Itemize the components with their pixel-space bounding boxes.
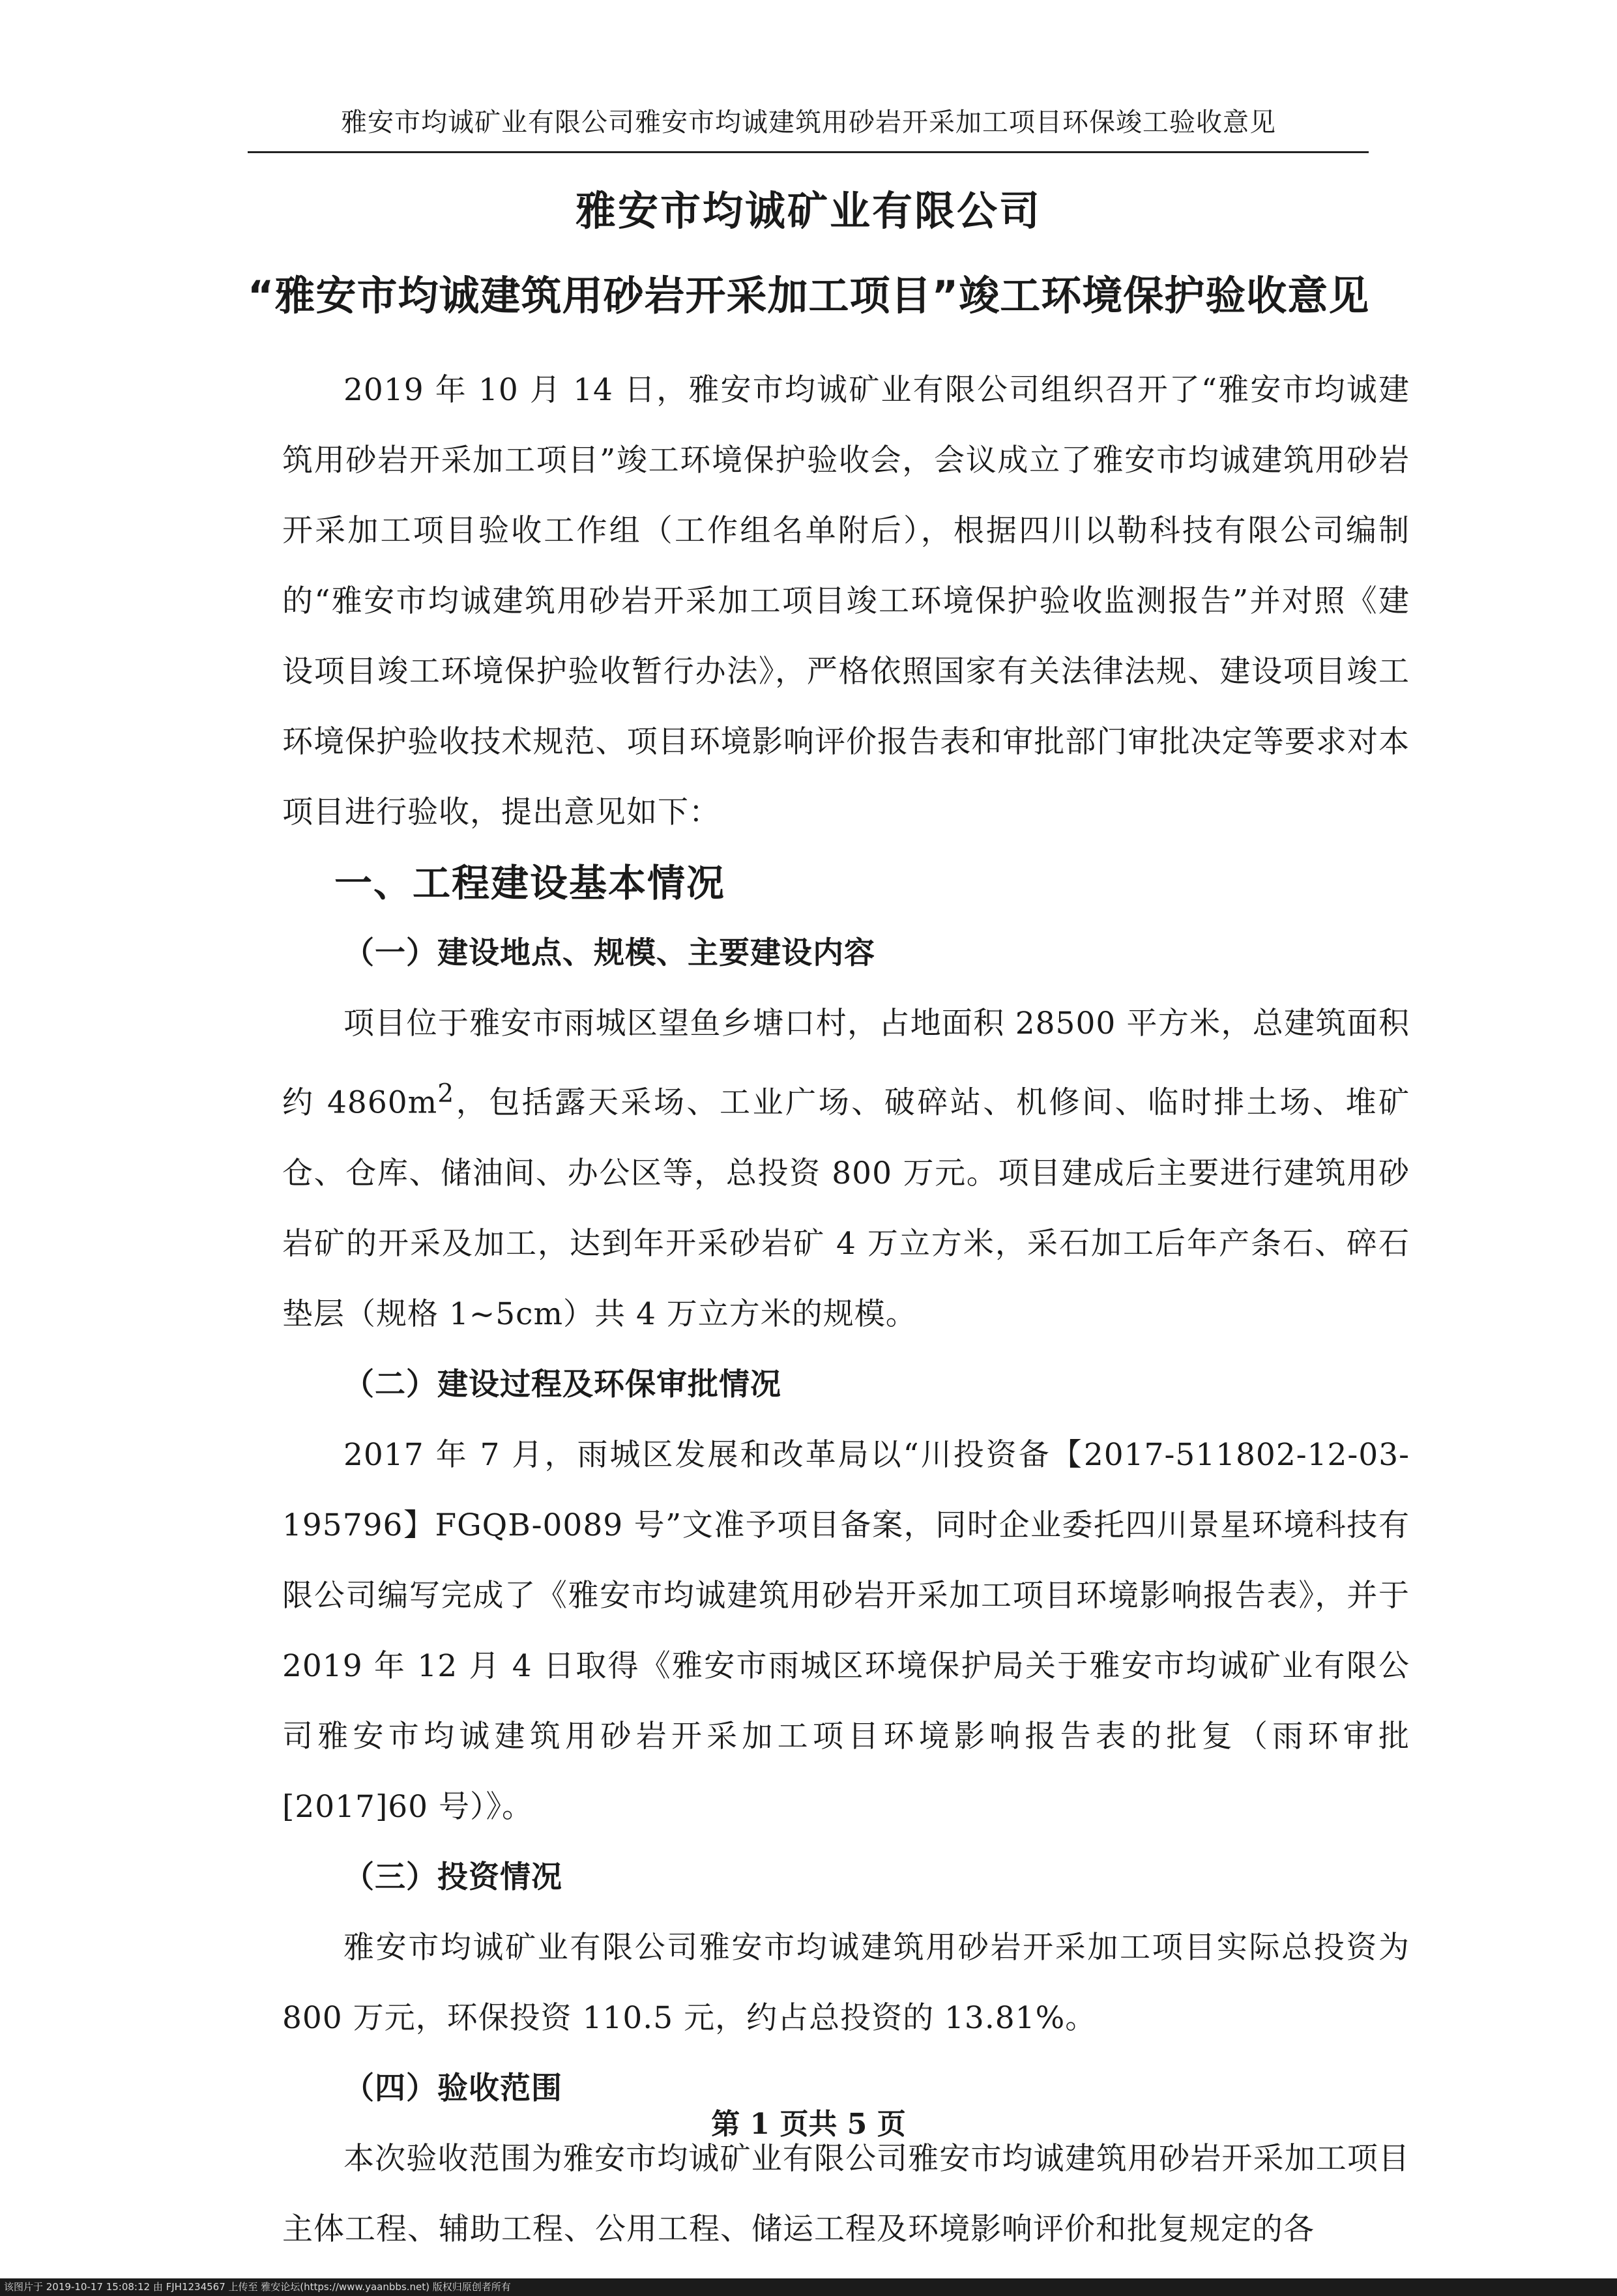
superscript-2: 2	[437, 1079, 455, 1109]
paragraph-text-b: ，包括露天采场、工业广场、破碎站、机修间、临时排土场、堆矿仓、仓库、储油间、办公区等，总投资 800 万元。项目建成后主要进行建筑用砂岩矿的开采及加工，达到年开采砂岩矿 4 万立方米，采石加工后年产条石、碎石垫层（规格 1~5cm）共 4 万立方米的规模。	[282, 1084, 1410, 1332]
subsection-paragraph-2: 2017 年 7 月，雨城区发展和改革局以“川投资备【2017-511802-12-03-195796】FGQB-0089 号”文准予项目备案，同时企业委托四川景星环境科技有限公司编写完成了《雅安市均诚建筑用砂岩开采加工项目环境影响报告表》，并于 2019 年 12 月 4 日取得《雅安市雨城区环境保护局关于雅安市均诚矿业有限公司雅安市均诚建筑用砂岩开采加工项目环境影响报告表的批复（雨环审批 [2017]60 号）》。	[282, 1436, 1410, 1825]
header-rule	[248, 151, 1369, 153]
subsection-paragraph-3: 雅安市均诚矿业有限公司雅安市均诚建筑用砂岩开采加工项目实际总投资为 800 万元，环保投资 110.5 元，约占总投资的 13.81%。	[282, 1929, 1410, 2036]
title-line-1: 雅安市均诚矿业有限公司	[575, 187, 1042, 235]
subsection-heading-4: （四）验收范围	[343, 2070, 562, 2106]
subsection-paragraph-1	[282, 989, 1410, 1350]
section-heading-1: 一、工程建设基本情况	[334, 861, 726, 905]
intro-paragraph: 2019 年 10 月 14 日，雅安市均诚矿业有限公司组织召开了“雅安市均诚建筑用砂岩开采加工项目”竣工环境保护验收会，会议成立了雅安市均诚建筑用砂岩开采加工项目验收工作组（工作组名单附后），根据四川以勒科技有限公司编制的“雅安市均诚建筑用砂岩开采加工项目竣工环境保护验收监测报告”并对照《建设项目竣工环境保护验收暂行办法》，严格依照国家有关法律法规、建设项目竣工环境保护验收技术规范、项目环境影响评价报告表和审批部门审批决定等要求对本项目进行验收，提出意见如下：	[282, 372, 1410, 830]
page-number: 第 1 页共 5 页	[711, 2108, 906, 2141]
paragraph-text-a: 项目位于雅安市雨城区望鱼乡塘口村，占地面积 28500 平方米，总建筑面积约 4860m	[282, 1006, 1410, 1121]
page-header: 雅安市均诚矿业有限公司雅安市均诚建筑用砂岩开采加工项目环保竣工验收意见	[341, 108, 1276, 138]
subsection-heading-1: （一）建设地点、规模、主要建设内容	[343, 935, 875, 971]
upload-watermark: 该图片于 2019-10-17 15:08:12 由 FJH1234567 上传至 雅安论坛(https://www.yaanbbs.net) 版权归原创者所有	[0, 2278, 1617, 2296]
subsection-heading-3: （三）投资情况	[343, 1859, 562, 1895]
subsection-heading-2: （二）建设过程及环保审批情况	[343, 1366, 781, 1402]
title-line-2: “雅安市均诚建筑用砂岩开采加工项目”竣工环境保护验收意见	[247, 272, 1370, 319]
subsection-paragraph-4: 本次验收范围为雅安市均诚矿业有限公司雅安市均诚建筑用砂岩开采加工项目主体工程、辅助工程、公用工程、储运工程及环境影响评价和批复规定的各	[282, 2140, 1410, 2247]
document-body	[282, 355, 1410, 2265]
